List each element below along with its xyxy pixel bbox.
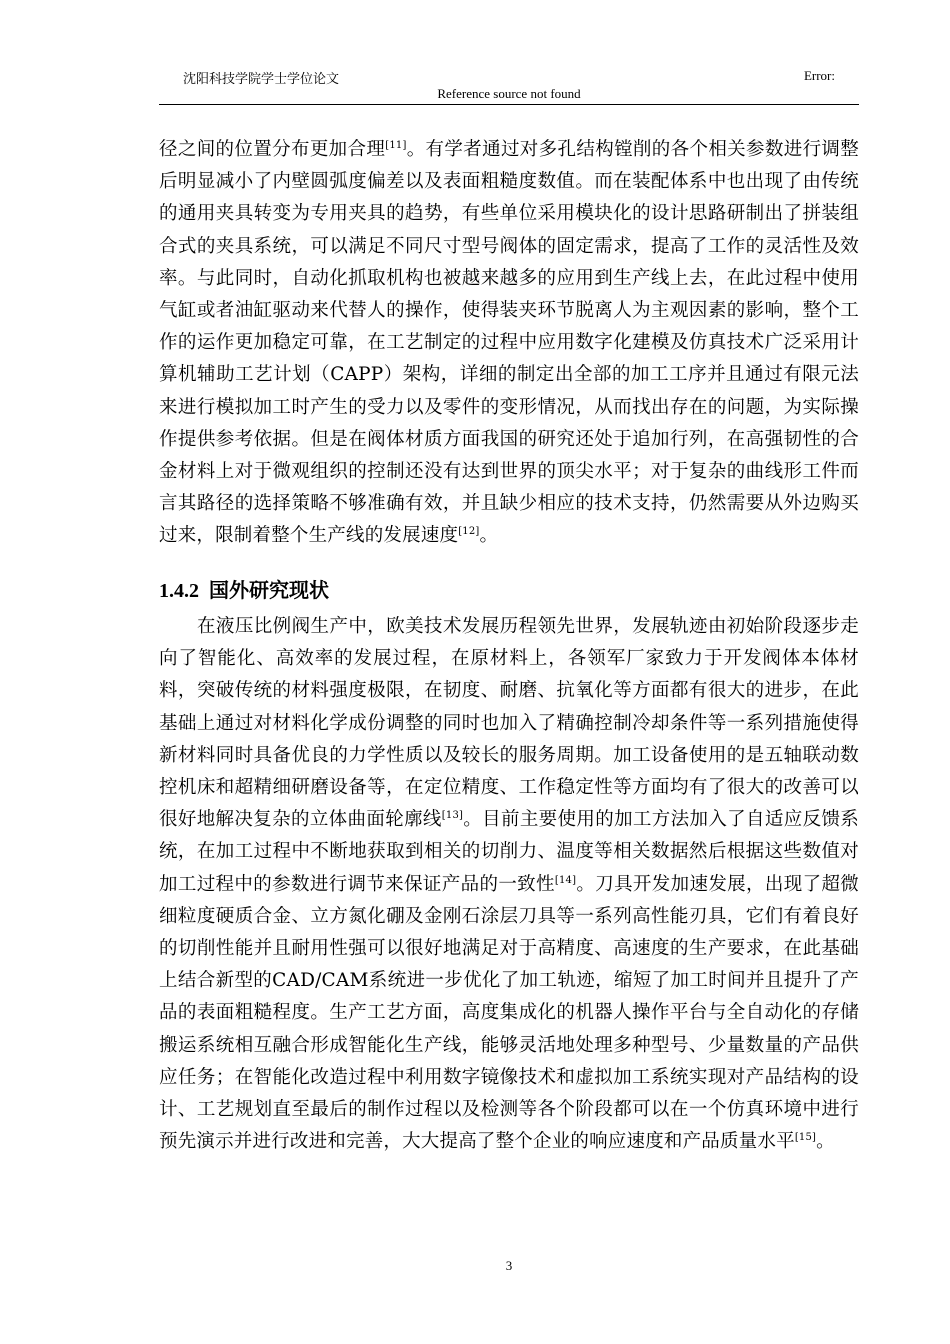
paragraph-text: 。刀具开发加速发展，出现了超微细粒度硬质合金、立方氮化硼及金刚石涂层刀具等一系列高性能刃具，它们有着良好的切削性能并且耐用性强可以很好地满足对于高精度、高速度的生产要求，在此基础上结合新型的CAD/CAM系统进一步优化了加工轨迹，缩短了加工时间并且提升了产品的表面粗糙程度。生产工艺方面，高度集成化的机器人操作平台与全自动化的存储搬运系统相互融合形成智能化生产线，能够灵活地处理多种型号、少量数量的产品供应任务；在智能化改造过程中利用数字镜像技术和虚拟加工系统实现对产品结构的设计、工艺规划直至最后的制作过程以及检测等各个阶段都可以在一个仿真环境中进行预先演示并进行改进和完善，大大提高了整个企业的响应速度和产品质量水平 [159,873,859,1153]
paragraph-text: 。有学者通过对多孔结构镗削的各个相关参数进行调整后明显减小了内壁圆弧度偏差以及表面粗糙度数值。而在装配体系中也出现了由传统的通用夹具转变为专用夹具的趋势，有些单位采用模块化的设计思路研制出了拼装组合式的夹具系统，可以满足不同尺寸型号阀体的固定需求，提高了工作的灵活性及效率。与此同时，自动化抓取机构也被越来越多的应用到生产线上去，在此过程中使用气缸或者油缸驱动来代替人的操作，使得装夹环节脱离人为主观因素的影响，整个工作的运作更加稳定可靠，在工艺制定的过程中应用数字化建模及仿真技术广泛采用计算机辅助工艺计划（CAPP）架构，详细的制定出全部的加工工序并且通过有限元法来进行模拟加工时产生的受力以及零件的变形情况，从而找出存在的问题，为实际操作提供参考依据。但是在阀体材质方面我国的研究还处于追加行列，在高强韧性的合金材料上对于微观组织的控制还没有达到世界的顶尖水平；对于复杂的曲线形工件而言其路径的选择策略不够准确有效，并且缺少相应的技术支持，仍然需要从外边购买过来，限制着整个生产线的发展速度 [159,139,859,547]
section-heading [159,574,329,603]
citation-ref: [11] [385,139,407,151]
header-error-label: Error: [803,68,835,83]
paragraph-foreign-research [159,611,859,1158]
paragraph-text: 。 [479,525,499,547]
header-reference-error: Reference source not found [437,86,581,101]
citation-ref: [15] [794,1132,817,1144]
citation-ref: [14] [554,874,577,886]
paragraph-text: 径之间的位置分布更加合理 [159,139,386,160]
section-title: 国外研究现状 [209,578,329,602]
paragraph-text: 。 [816,1131,835,1153]
citation-ref: [12] [458,526,480,538]
paragraph-text: 在液压比例阀生产中，欧美技术发展历程领先世界，发展轨迹由初始阶段逐步走向了智能化、高效率的发展过程，在原材料上，各领军厂家致力于开发阀体本体材料，突破传统的材料强度极限，在韧度、耐磨、抗氧化等方面都有很大的进步，在此基础上通过对材料化学成份调整的同时也加入了精确控制冷却条件等一系列措施使得新材料同时具备优良的力学性质以及较长的服务周期。加工设备使用的是五轴联动数控机床和超精细研磨设备等，在定位精度、工作稳定性等方面均有了很大的改善可以很好地解决复杂的立体曲面轮廓线 [159,616,859,831]
header-thesis-title: 沈阳科技学院学士学位论文 [183,71,340,86]
paragraph-text: 。目前主要使用的加工方法加入了自适应反馈系统，在加工过程中不断地获取到相关的切削力、温度等相关数据然后根据这些数值对加工过程中的参数进行调节来保证产品的一致性 [159,809,859,895]
citation-ref: [13] [441,810,464,822]
page-header [159,66,859,105]
paragraph-domestic-research [159,134,859,553]
page-number: 3 [505,1258,513,1273]
section-number: 1.4.2 [159,580,199,602]
